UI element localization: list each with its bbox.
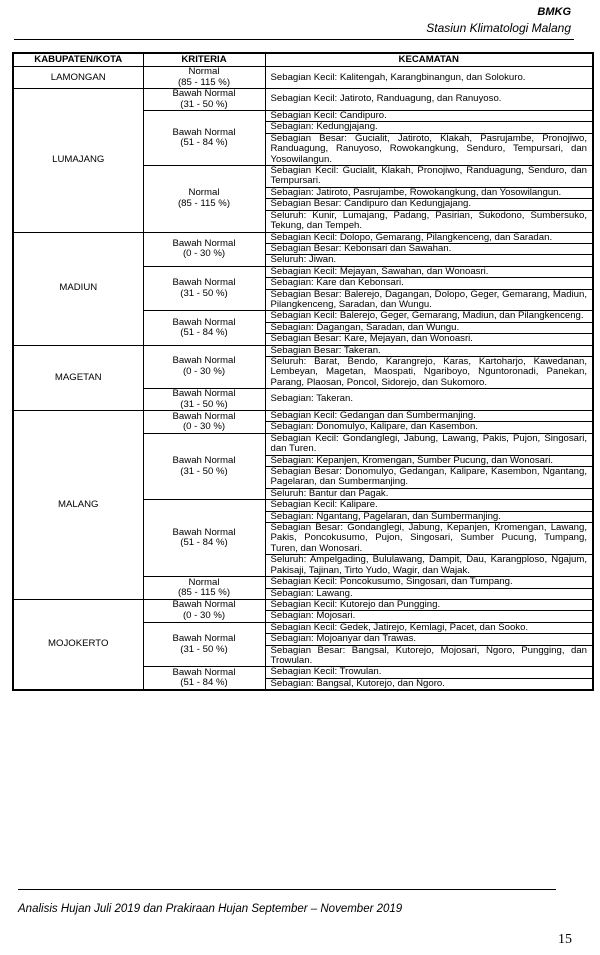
criteria-cell: Bawah Normal (51 - 84 %) <box>143 667 265 690</box>
kecamatan-cell: Sebagian Kecil: Gucialit, Klakah, Pronojiwo, Randuagung, Senduro, dan Tempursari. <box>265 166 593 188</box>
kecamatan-cell: Sebagian Besar: Gondanglegi, Jabung, Kepanjen, Kromengan, Lawang, Pakis, Poncokusumo, Pujon, Singosari, Sumber Pucung, Tumpang, Turen, dan Wonosari. <box>265 523 593 555</box>
table-row <box>13 345 593 356</box>
criteria-cell: Bawah Normal (51 - 84 %) <box>143 111 265 166</box>
rainfall-table <box>12 52 594 691</box>
kecamatan-cell: Seluruh: Barat, Bendo, Karangrejo, Karas, Kartoharjo, Kawedanan, Lembeyan, Magetan, Maospati, Ngariboyo, Nguntoronadi, Panekan, Parang, Plaosan, Poncol, Sidorejo, dan Sukomoro. <box>265 356 593 388</box>
criteria-cell: Normal (85 - 115 %) <box>143 577 265 600</box>
kecamatan-cell: Sebagian: Lawang. <box>265 588 593 599</box>
kecamatan-cell: Sebagian: Bangsal, Kutorejo, dan Ngoro. <box>265 678 593 690</box>
criteria-cell: Normal (85 - 115 %) <box>143 67 265 89</box>
kecamatan-cell: Sebagian Kecil: Kalipare. <box>265 500 593 511</box>
kabupaten-cell: MALANG <box>13 411 143 600</box>
kecamatan-cell: Sebagian Besar: Kebonsari dan Sawahan. <box>265 243 593 254</box>
table-row <box>13 232 593 243</box>
kecamatan-cell: Sebagian Besar: Gucialit, Jatiroto, Klakah, Pasrujambe, Pronojiwo, Randuagung, Ranuyoso, Rowokangkung, Senduro, Tempursari, dan Yosowilangun. <box>265 133 593 165</box>
kabupaten-cell: MOJOKERTO <box>13 599 143 690</box>
criteria-cell: Bawah Normal (51 - 84 %) <box>143 500 265 577</box>
kecamatan-cell: Sebagian: Kare dan Kebonsari. <box>265 278 593 289</box>
kecamatan-cell: Sebagian: Kedungjajang. <box>265 122 593 133</box>
criteria-cell: Bawah Normal (0 - 30 %) <box>143 232 265 266</box>
kecamatan-cell: Sebagian: Mojoanyar dan Trawas. <box>265 634 593 645</box>
table-row <box>13 411 593 422</box>
kecamatan-cell: Sebagian Besar: Bangsal, Kutorejo, Mojosari, Ngoro, Pungging, dan Trowulan. <box>265 645 593 667</box>
kecamatan-cell: Sebagian Kecil: Balerejo, Geger, Gemarang, Madiun, dan Pilangkenceng. <box>265 311 593 322</box>
kecamatan-cell: Sebagian: Kepanjen, Kromengan, Sumber Pucung, dan Wonosari. <box>265 455 593 466</box>
kecamatan-cell: Sebagian: Dagangan, Saradan, dan Wungu. <box>265 322 593 333</box>
table-body <box>13 67 593 690</box>
footer-rule <box>18 889 556 890</box>
criteria-cell: Bawah Normal (31 - 50 %) <box>143 389 265 411</box>
table-row <box>13 67 593 89</box>
kecamatan-cell: Sebagian Besar: Kare, Mejayan, dan Wonoasri. <box>265 334 593 345</box>
kecamatan-cell: Sebagian Kecil: Kutorejo dan Pungging. <box>265 599 593 610</box>
criteria-cell: Bawah Normal (51 - 84 %) <box>143 311 265 345</box>
kecamatan-cell: Sebagian: Jatiroto, Pasrujambe, Rowokangkung, dan Yosowilangun. <box>265 187 593 198</box>
kecamatan-cell: Sebagian: Takeran. <box>265 389 593 411</box>
org-name: BMKG <box>537 6 571 18</box>
kecamatan-cell: Sebagian Kecil: Gondanglegi, Jabung, Lawang, Pakis, Pujon, Singosari, dan Turen. <box>265 433 593 455</box>
kecamatan-cell: Sebagian Kecil: Kalitengah, Karangbinangun, dan Solokuro. <box>265 67 593 89</box>
kecamatan-cell: Sebagian: Mojosari. <box>265 611 593 622</box>
criteria-cell: Bawah Normal (0 - 30 %) <box>143 599 265 622</box>
kecamatan-cell: Sebagian Kecil: Gedek, Jatirejo, Kemlagi, Pacet, dan Sooko. <box>265 622 593 633</box>
criteria-cell: Normal (85 - 115 %) <box>143 166 265 232</box>
kecamatan-cell: Sebagian: Donomulyo, Kalipare, dan Kasembon. <box>265 422 593 433</box>
kecamatan-cell: Sebagian Kecil: Gedangan dan Sumbermanjing. <box>265 411 593 422</box>
kecamatan-cell: Sebagian: Ngantang, Pagelaran, dan Sumbermanjing. <box>265 511 593 522</box>
kecamatan-cell: Sebagian Kecil: Poncokusumo, Singosari, dan Tumpang. <box>265 577 593 588</box>
criteria-cell: Bawah Normal (31 - 50 %) <box>143 89 265 111</box>
kabupaten-cell: LUMAJANG <box>13 89 143 232</box>
criteria-cell: Bawah Normal (31 - 50 %) <box>143 433 265 499</box>
table-row <box>13 89 593 111</box>
kecamatan-cell: Sebagian Besar: Candipuro dan Kedungjajang. <box>265 199 593 210</box>
criteria-cell: Bawah Normal (0 - 30 %) <box>143 345 265 389</box>
column-header: KABUPATEN/KOTA <box>13 53 143 67</box>
column-header: KRITERIA <box>143 53 265 67</box>
kecamatan-cell: Seluruh: Kunir, Lumajang, Padang, Pasirian, Sukodono, Sumbersuko, Tekung, dan Tempeh. <box>265 210 593 232</box>
kecamatan-cell: Sebagian Besar: Donomulyo, Gedangan, Kalipare, Kasembon, Ngantang, Pagelaran, dan Sumbermanjing. <box>265 467 593 489</box>
kabupaten-cell: LAMONGAN <box>13 67 143 89</box>
kabupaten-cell: MADIUN <box>13 232 143 345</box>
kecamatan-cell: Sebagian Kecil: Dolopo, Gemarang, Pilangkenceng, dan Saradan. <box>265 232 593 243</box>
page-number: 15 <box>558 932 572 947</box>
footer-title: Analisis Hujan Juli 2019 dan Prakiraan Hujan September – November 2019 <box>18 903 403 915</box>
kecamatan-cell: Sebagian Kecil: Trowulan. <box>265 667 593 678</box>
table-header-row <box>13 53 593 67</box>
kecamatan-cell: Sebagian Kecil: Candipuro. <box>265 111 593 122</box>
criteria-cell: Bawah Normal (31 - 50 %) <box>143 622 265 667</box>
criteria-cell: Bawah Normal (31 - 50 %) <box>143 266 265 311</box>
column-header: KECAMATAN <box>265 53 593 67</box>
kecamatan-cell: Sebagian Besar: Balerejo, Dagangan, Dolopo, Geger, Gemarang, Madiun, Pilangkenceng, Saradan, dan Wungu. <box>265 289 593 311</box>
table-row <box>13 599 593 610</box>
kecamatan-cell: Seluruh: Bantur dan Pagak. <box>265 488 593 499</box>
kecamatan-cell: Seluruh: Jiwan. <box>265 255 593 266</box>
header-rule <box>14 39 574 40</box>
criteria-cell: Bawah Normal (0 - 30 %) <box>143 411 265 434</box>
station-name: Stasiun Klimatologi Malang <box>426 21 571 35</box>
kecamatan-cell: Seluruh: Ampelgading, Bululawang, Dampit, Dau, Karangploso, Ngajum, Pakisaji, Tajinan, Tirto Yudo, Wagir, dan Wajak. <box>265 555 593 577</box>
kabupaten-cell: MAGETAN <box>13 345 143 410</box>
kecamatan-cell: Sebagian Kecil: Mejayan, Sawahan, dan Wonoasri. <box>265 266 593 277</box>
kecamatan-cell: Sebagian Kecil: Jatiroto, Randuagung, dan Ranuyoso. <box>265 89 593 111</box>
kecamatan-cell: Sebagian Besar: Takeran. <box>265 345 593 356</box>
